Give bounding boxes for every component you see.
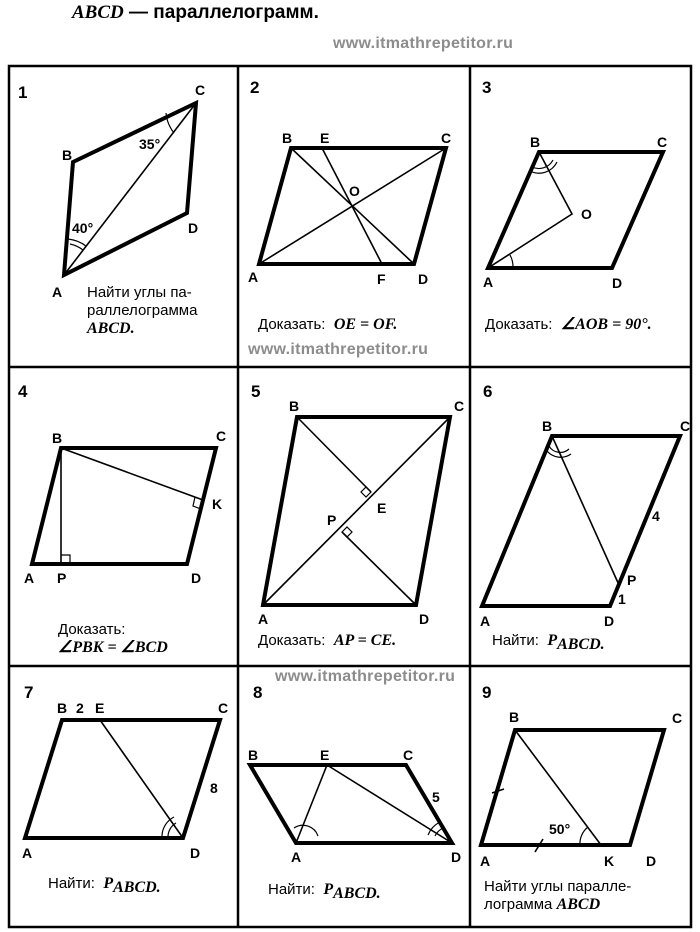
problem-6-caption [492,632,605,655]
problem-2-figure [248,78,451,287]
problem-5-number: 5 [251,382,261,401]
value-2: 2 [76,700,84,716]
angle-35: 35° [139,136,161,152]
point-b: B [248,747,259,763]
point-k: K [212,496,223,512]
problem-4-figure [18,382,226,586]
point-a: A [483,274,494,290]
caption-line: Найти углы па- [87,284,192,301]
caption-line: раллелограмма [87,302,198,319]
point-c: C [657,134,668,150]
caption-label: Найти: [268,881,315,898]
point-d: D [451,849,462,865]
problem-9-figure [480,683,682,869]
caption-math: ABCD [556,896,601,913]
point-d: D [419,611,430,627]
point-b: B [509,709,520,725]
point-c: C [403,747,414,763]
point-a: A [258,611,269,627]
caption-math: ∠AOB = 90°. [560,316,652,333]
point-b: B [530,134,541,150]
watermark-middle: www.itmathrepetitor.ru [248,341,429,358]
problem-1-figure [18,82,205,300]
point-e: E [95,700,105,716]
caption-label: Найти: [492,632,539,649]
point-c: C [454,398,465,414]
problem-2-caption [258,316,397,334]
problem-3-number: 3 [482,78,492,97]
point-c: C [195,82,206,98]
point-a: A [248,269,259,285]
caption-math: OE = OF. [333,316,398,333]
angle-40: 40° [72,220,94,236]
value-1: 1 [618,591,626,607]
point-o: O [349,183,360,199]
caption-math: AP = CE. [333,632,397,649]
problem-4-caption [58,621,168,657]
problem-5-figure [251,382,464,627]
caption-label: Доказать: [58,621,126,638]
angle-50: 50° [549,821,571,837]
caption-sub: ABCD. [113,879,161,896]
point-e: E [320,130,330,146]
problem-9-number: 9 [482,683,492,702]
point-e: E [320,747,330,763]
caption-line: Найти углы паралле- [484,878,632,895]
point-o: O [581,206,592,222]
point-f: F [377,271,386,287]
point-c: C [672,710,683,726]
caption-sub: ABCD. [557,636,605,653]
problem-4-number: 4 [18,382,28,401]
point-p: P [327,512,337,528]
point-p: P [627,572,637,588]
caption-label: Найти: [48,875,95,892]
caption-math: P [547,632,558,649]
value-5: 5 [432,789,440,805]
point-k: K [604,853,615,869]
caption-math: P [103,875,114,892]
point-b: B [542,418,553,434]
header-text: — параллелограмм. [123,2,319,23]
problem-8-caption [268,881,381,904]
point-d: D [188,220,199,236]
watermark-bottom: www.itmathrepetitor.ru [275,668,456,685]
problem-8-figure [248,683,461,865]
point-a: A [480,853,491,869]
point-c: C [218,700,229,716]
caption-line: ABCD. [87,320,135,337]
point-d: D [646,853,657,869]
point-d: D [612,275,623,291]
point-b: B [57,700,68,716]
caption-sub: ABCD. [333,885,381,902]
caption-math: P [323,881,334,898]
point-d: D [604,613,615,629]
problem-5-caption [258,632,396,650]
point-a: A [480,613,491,629]
point-b: B [52,430,63,446]
caption-label: Доказать: [258,632,326,649]
problem-7-figure [22,683,228,861]
point-c: C [680,418,691,434]
problem-9-caption [484,878,631,914]
problem-7-caption [48,875,161,898]
problem-3-figure [482,78,667,291]
problem-1-caption [87,284,197,338]
problem-6-number: 6 [483,382,493,401]
point-b: B [62,147,73,163]
problem-7-number: 7 [24,683,34,702]
problem-6-figure [480,382,690,629]
caption-line: лограмма [484,896,553,913]
point-d: D [418,271,429,287]
problem-8-number: 8 [253,683,263,702]
point-d: D [191,570,202,586]
point-a: A [52,284,63,300]
caption-label: Доказать: [258,316,326,333]
caption-math: ∠PBK = ∠BCD [58,639,168,656]
point-d: D [190,845,201,861]
point-c: C [441,130,452,146]
point-b: B [282,130,293,146]
point-b: B [289,398,300,414]
point-a: A [24,570,35,586]
header-math: ABCD [72,2,124,23]
watermark-top: www.itmathrepetitor.ru [333,35,514,52]
value-8: 8 [210,780,218,796]
caption-label: Доказать: [485,316,553,333]
point-a: A [22,845,33,861]
problem-1-number: 1 [18,83,28,102]
value-4: 4 [652,508,660,524]
point-p: P [57,570,67,586]
point-c: C [216,428,227,444]
problem-3-caption [485,316,652,334]
point-a: A [291,849,302,865]
point-e: E [377,500,387,516]
problem-2-number: 2 [250,78,260,97]
